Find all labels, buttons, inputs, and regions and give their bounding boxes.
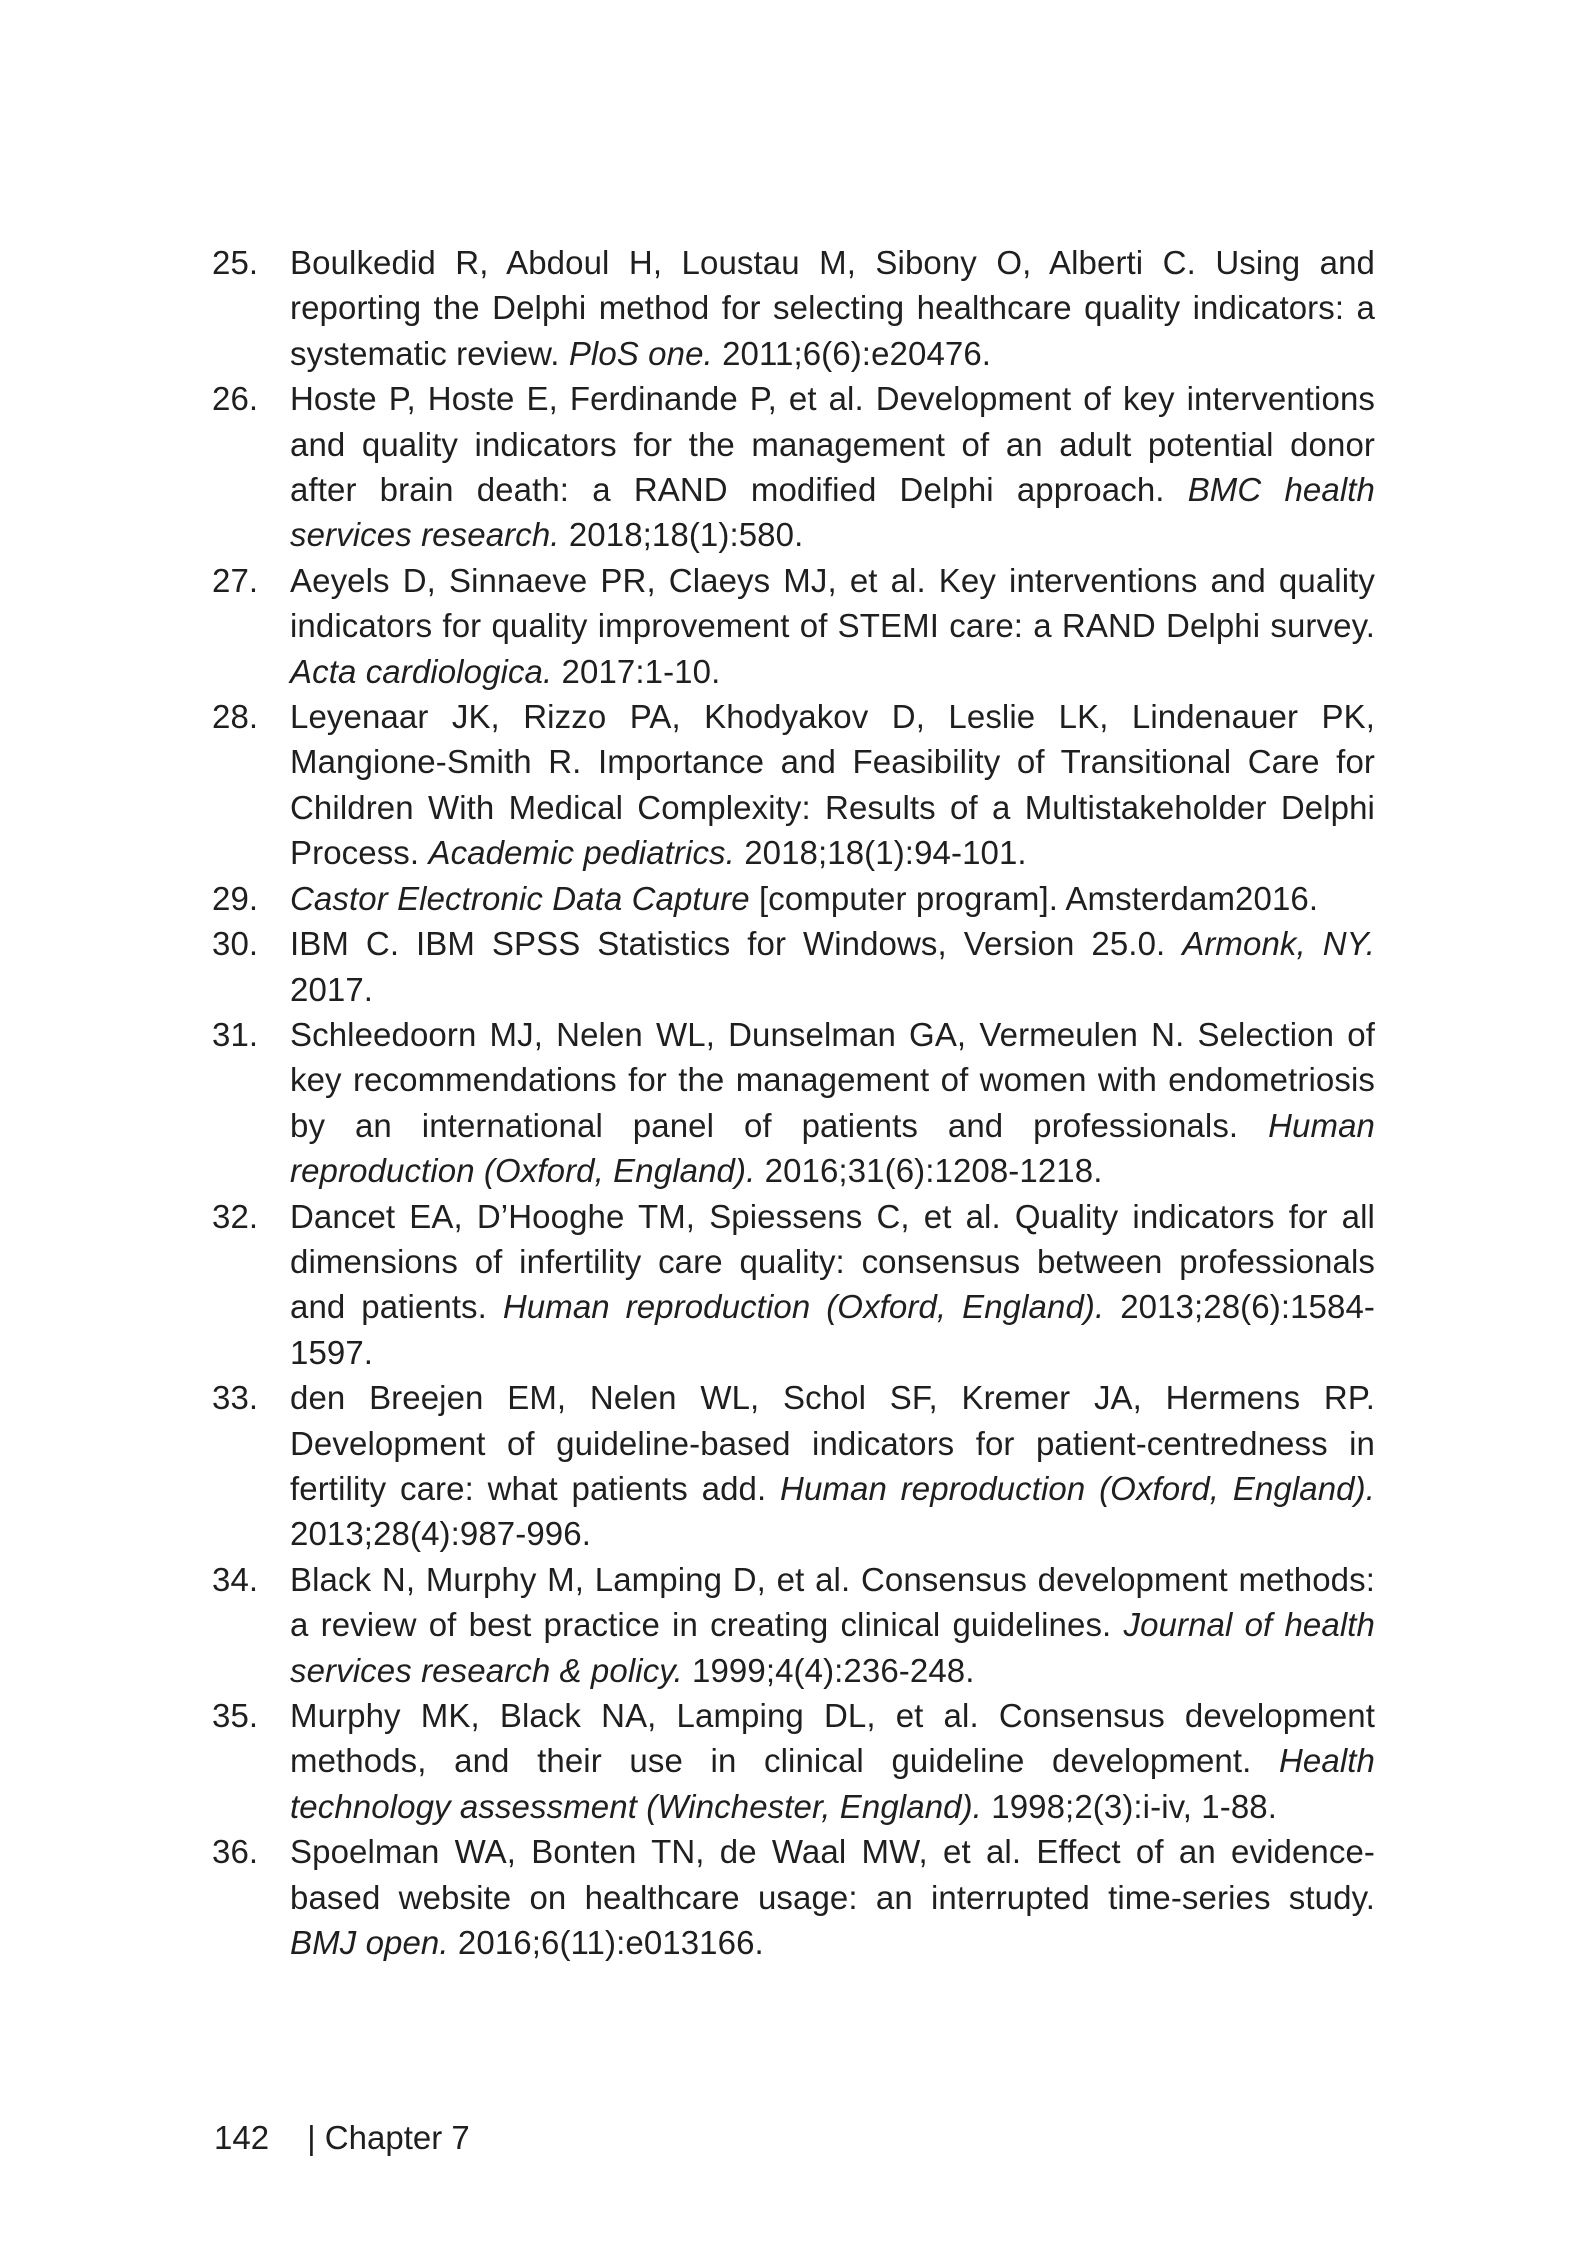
reference-item <box>212 694 1375 876</box>
reference-number: 25. <box>212 244 259 281</box>
reference-details: 2013;28(4):987-996. <box>290 1515 591 1553</box>
reference-details: 2013;28(6):1584-1597. <box>290 1288 1375 1371</box>
reference-text: IBM C. IBM SPSS Statistics for Windows, Version 25.0. <box>290 925 1183 963</box>
chapter-label: | Chapter 7 <box>307 2119 470 2156</box>
reference-item <box>212 1557 1375 1693</box>
reference-text: Black N, Murphy M, Lamping D, et al. Consensus development methods: a review of best practice in creating clinical guidelines. <box>290 1560 1375 1644</box>
reference-number: 28. <box>212 698 259 736</box>
reference-journal: Journal of health services research & policy. <box>290 1606 1375 1689</box>
reference-details: 2017:1-10. <box>552 652 721 690</box>
reference-item <box>212 558 1375 694</box>
reference-details: 1998;2(3):i-iv, 1-88. <box>981 1787 1278 1825</box>
reference-number: 33. <box>212 1379 259 1417</box>
reference-number: 26. <box>212 380 259 418</box>
reference-text: Dancet EA, D’Hooghe TM, Spiessens C, et al. Quality indicators for all dimensions of infertility care quality: consensus between professionals and patients. <box>290 1197 1375 1326</box>
reference-text: Schleedoorn MJ, Nelen WL, Dunselman GA, Vermeulen N. Selection of key recommendations for the management of women with endometriosis by an international panel of patients and professionals. <box>290 1015 1375 1144</box>
reference-item <box>212 240 1375 376</box>
reference-details: 2011;6(6):e20476. <box>712 334 992 372</box>
reference-number: 36. <box>212 1833 259 1871</box>
reference-number: 29. <box>212 879 259 917</box>
reference-text: Leyenaar JK, Rizzo PA, Khodyakov D, Leslie LK, Lindenauer PK, Mangione-Smith R. Importance and Feasibility of Transitional Care for Children With Medical Complexity: Results of a Multistakeholder Delphi Process. <box>290 698 1375 872</box>
reference-text: Spoelman WA, Bonten TN, de Waal MW, et al. Effect of an evidence-based website on healthcare usage: an interrupted time-series study. <box>290 1833 1375 1916</box>
reference-details: 2016;31(6):1208-1218. <box>755 1152 1103 1190</box>
reference-journal: Armonk, NY. <box>1182 925 1376 963</box>
reference-list <box>212 240 1375 1965</box>
reference-item <box>212 1194 1375 1376</box>
page-number: 142 <box>214 2119 270 2156</box>
reference-journal: BMJ open. <box>290 1924 449 1962</box>
reference-number: 35. <box>212 1697 259 1734</box>
reference-journal: Acta cardiologica. <box>290 652 553 690</box>
reference-item <box>212 1012 1375 1194</box>
reference-number: 27. <box>212 561 259 599</box>
reference-journal: Human reproduction (Oxford, England). <box>290 1106 1375 1190</box>
reference-journal: Castor Electronic Data Capture <box>290 879 750 917</box>
reference-number: 30. <box>212 925 259 963</box>
reference-item <box>212 376 1375 558</box>
reference-item <box>212 1375 1375 1557</box>
reference-journal: Human reproduction (Oxford, England). <box>780 1469 1375 1507</box>
reference-journal: BMC health services research. <box>290 471 1375 554</box>
reference-number: 32. <box>212 1197 259 1235</box>
reference-journal: Health technology assessment (Winchester, England). <box>290 1742 1375 1825</box>
reference-text: Murphy MK, Black NA, Lamping DL, et al. Consensus development methods, and their use in clinical guideline development. <box>290 1697 1375 1780</box>
reference-number: 34. <box>212 1560 259 1598</box>
reference-journal: Academic pediatrics. <box>428 834 735 872</box>
reference-number: 31. <box>212 1015 259 1053</box>
reference-journal: Human reproduction (Oxford, England). <box>502 1288 1105 1326</box>
reference-text: Hoste P, Hoste E, Ferdinande P, et al. Development of key interventions and quality indicators for the management of an adult potential donor after brain death: a RAND modified Delphi approach. <box>290 380 1375 509</box>
reference-item <box>212 876 1375 921</box>
reference-item <box>212 1829 1375 1965</box>
reference-details: 2018;18(1):94-101. <box>734 834 1027 872</box>
reference-journal: PloS one. <box>568 334 713 372</box>
reference-details: 2016;6(11):e013166. <box>448 1924 764 1962</box>
reference-text: Boulkedid R, Abdoul H, Loustau M, Sibony O, Alberti C. Using and reporting the Delphi method for selecting healthcare quality indicators: a systematic review. <box>290 244 1375 372</box>
page-footer <box>214 2118 470 2158</box>
reference-details: 2018;18(1):580. <box>559 516 804 554</box>
reference-details: 1999;4(4):236-248. <box>682 1651 975 1689</box>
reference-text: den Breejen EM, Nelen WL, Schol SF, Kremer JA, Hermens RP. Development of guideline-based indicators for patient-centredness in fertility care: what patients add. <box>290 1379 1375 1507</box>
reference-details: 2017. <box>290 970 374 1008</box>
reference-item <box>212 1693 1375 1829</box>
reference-details: [computer program]. Amsterdam2016. <box>749 879 1319 917</box>
reference-item <box>212 921 1375 1012</box>
reference-text: Aeyels D, Sinnaeve PR, Claeys MJ, et al. Key interventions and quality indicators for quality improvement of STEMI care: a RAND Delphi survey. <box>290 561 1375 645</box>
